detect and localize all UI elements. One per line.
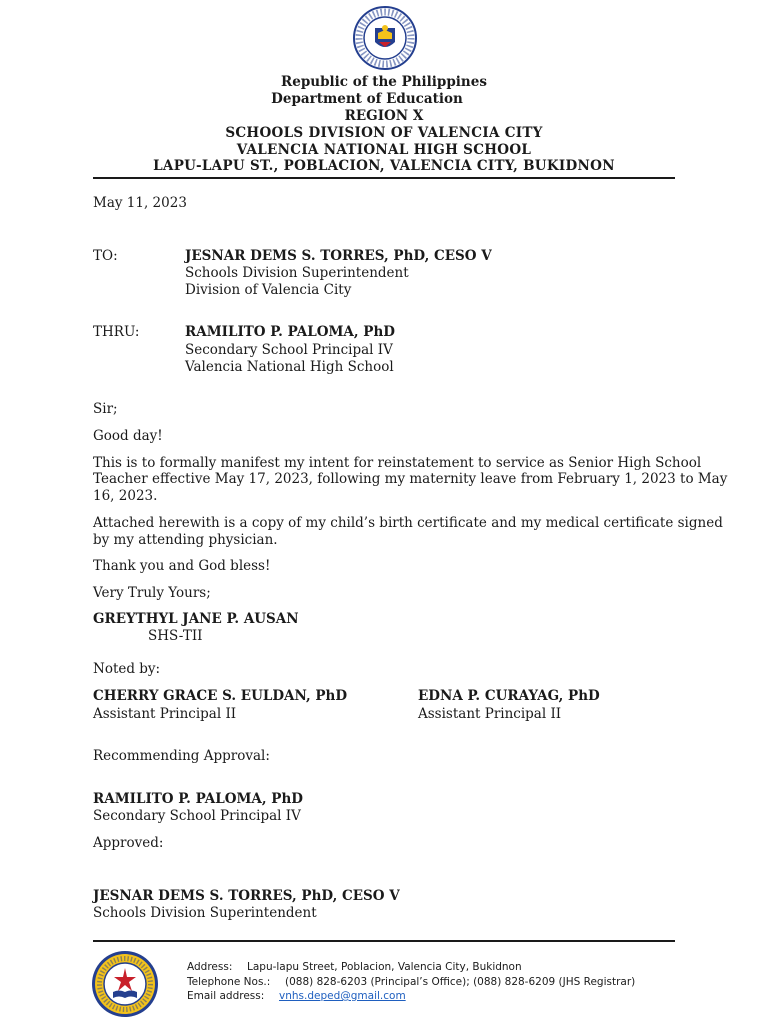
- to-office: Division of Valencia City: [185, 282, 352, 298]
- footer-email-link[interactable]: vnhs.deped@gmail.com: [279, 990, 406, 1002]
- footer-address-value: Lapu-lapu Street, Poblacion, Valencia City, Bukidnon: [247, 961, 522, 973]
- thru-name: RAMILITO P. PALOMA, PhD: [185, 324, 395, 340]
- greeting: Good day!: [93, 428, 163, 444]
- footer-address-label: Address:: [187, 961, 233, 973]
- header-divider: [93, 177, 675, 179]
- paragraph-1-line-3: 16, 2023.: [93, 488, 158, 504]
- footer-phone-value: (088) 828-6203 (Principal’s Office); (088) 828-6209 (JHS Registrar): [285, 976, 636, 988]
- thru-label: THRU:: [93, 324, 140, 340]
- approving-signatory-name: JESNAR DEMS S. TORRES, PhD, CESO V: [93, 888, 400, 904]
- noted-signatory-2-name: EDNA P. CURAYAG, PhD: [418, 688, 600, 704]
- header-school: VALENCIA NATIONAL HIGH SCHOOL: [236, 142, 532, 158]
- school-seal-logo: [91, 950, 159, 1018]
- closing-line: Very Truly Yours;: [93, 585, 211, 601]
- paragraph-1-line-1: This is to formally manifest my intent for reinstatement to service as Senior High School: [93, 455, 702, 471]
- recommending-signatory-name: RAMILITO P. PALOMA, PhD: [93, 791, 303, 807]
- header-republic: Republic of the Philippines: [281, 74, 487, 90]
- sender-name: GREYTHYL JANE P. AUSAN: [93, 611, 299, 627]
- thru-office: Valencia National High School: [185, 359, 394, 375]
- recommending-signatory-title: Secondary School Principal IV: [93, 808, 301, 824]
- noted-signatory-1-name: CHERRY GRACE S. EULDAN, PhD: [93, 688, 348, 704]
- paragraph-2-line-2: by my attending physician.: [93, 532, 278, 548]
- recommending-approval-label: Recommending Approval:: [93, 748, 270, 764]
- deped-seal-logo: [353, 6, 417, 70]
- thru-title: Secondary School Principal IV: [185, 342, 393, 358]
- header-department: Department of Education: [271, 91, 463, 107]
- noted-signatory-1-title: Assistant Principal II: [93, 706, 237, 722]
- to-name: JESNAR DEMS S. TORRES, PhD, CESO V: [185, 248, 492, 264]
- footer-email-label: Email address:: [187, 990, 265, 1002]
- sender-title: SHS-TII: [148, 628, 203, 644]
- approved-label: Approved:: [93, 835, 164, 851]
- header-region: REGION X: [344, 108, 424, 124]
- to-title: Schools Division Superintendent: [185, 265, 409, 281]
- noted-signatory-2-title: Assistant Principal II: [418, 706, 562, 722]
- paragraph-2-line-1: Attached herewith is a copy of my child’s birth certificate and my medical certificate signed: [93, 515, 723, 531]
- thanks-line: Thank you and God bless!: [93, 558, 271, 574]
- to-label: TO:: [93, 248, 118, 264]
- noted-by-label: Noted by:: [93, 661, 161, 677]
- footer-divider: [93, 940, 675, 942]
- header-division: SCHOOLS DIVISION OF VALENCIA CITY: [225, 125, 543, 141]
- footer-phone-label: Telephone Nos.:: [187, 976, 271, 988]
- header-address: LAPU-LAPU ST., POBLACION, VALENCIA CITY, BUKIDNON: [153, 158, 615, 174]
- salutation: Sir;: [93, 401, 118, 417]
- approving-signatory-title: Schools Division Superintendent: [93, 905, 317, 921]
- paragraph-1-line-2: Teacher effective May 17, 2023, following my maternity leave from February 1, 2023 to May: [93, 471, 728, 487]
- letter-date: May 11, 2023: [93, 195, 187, 211]
